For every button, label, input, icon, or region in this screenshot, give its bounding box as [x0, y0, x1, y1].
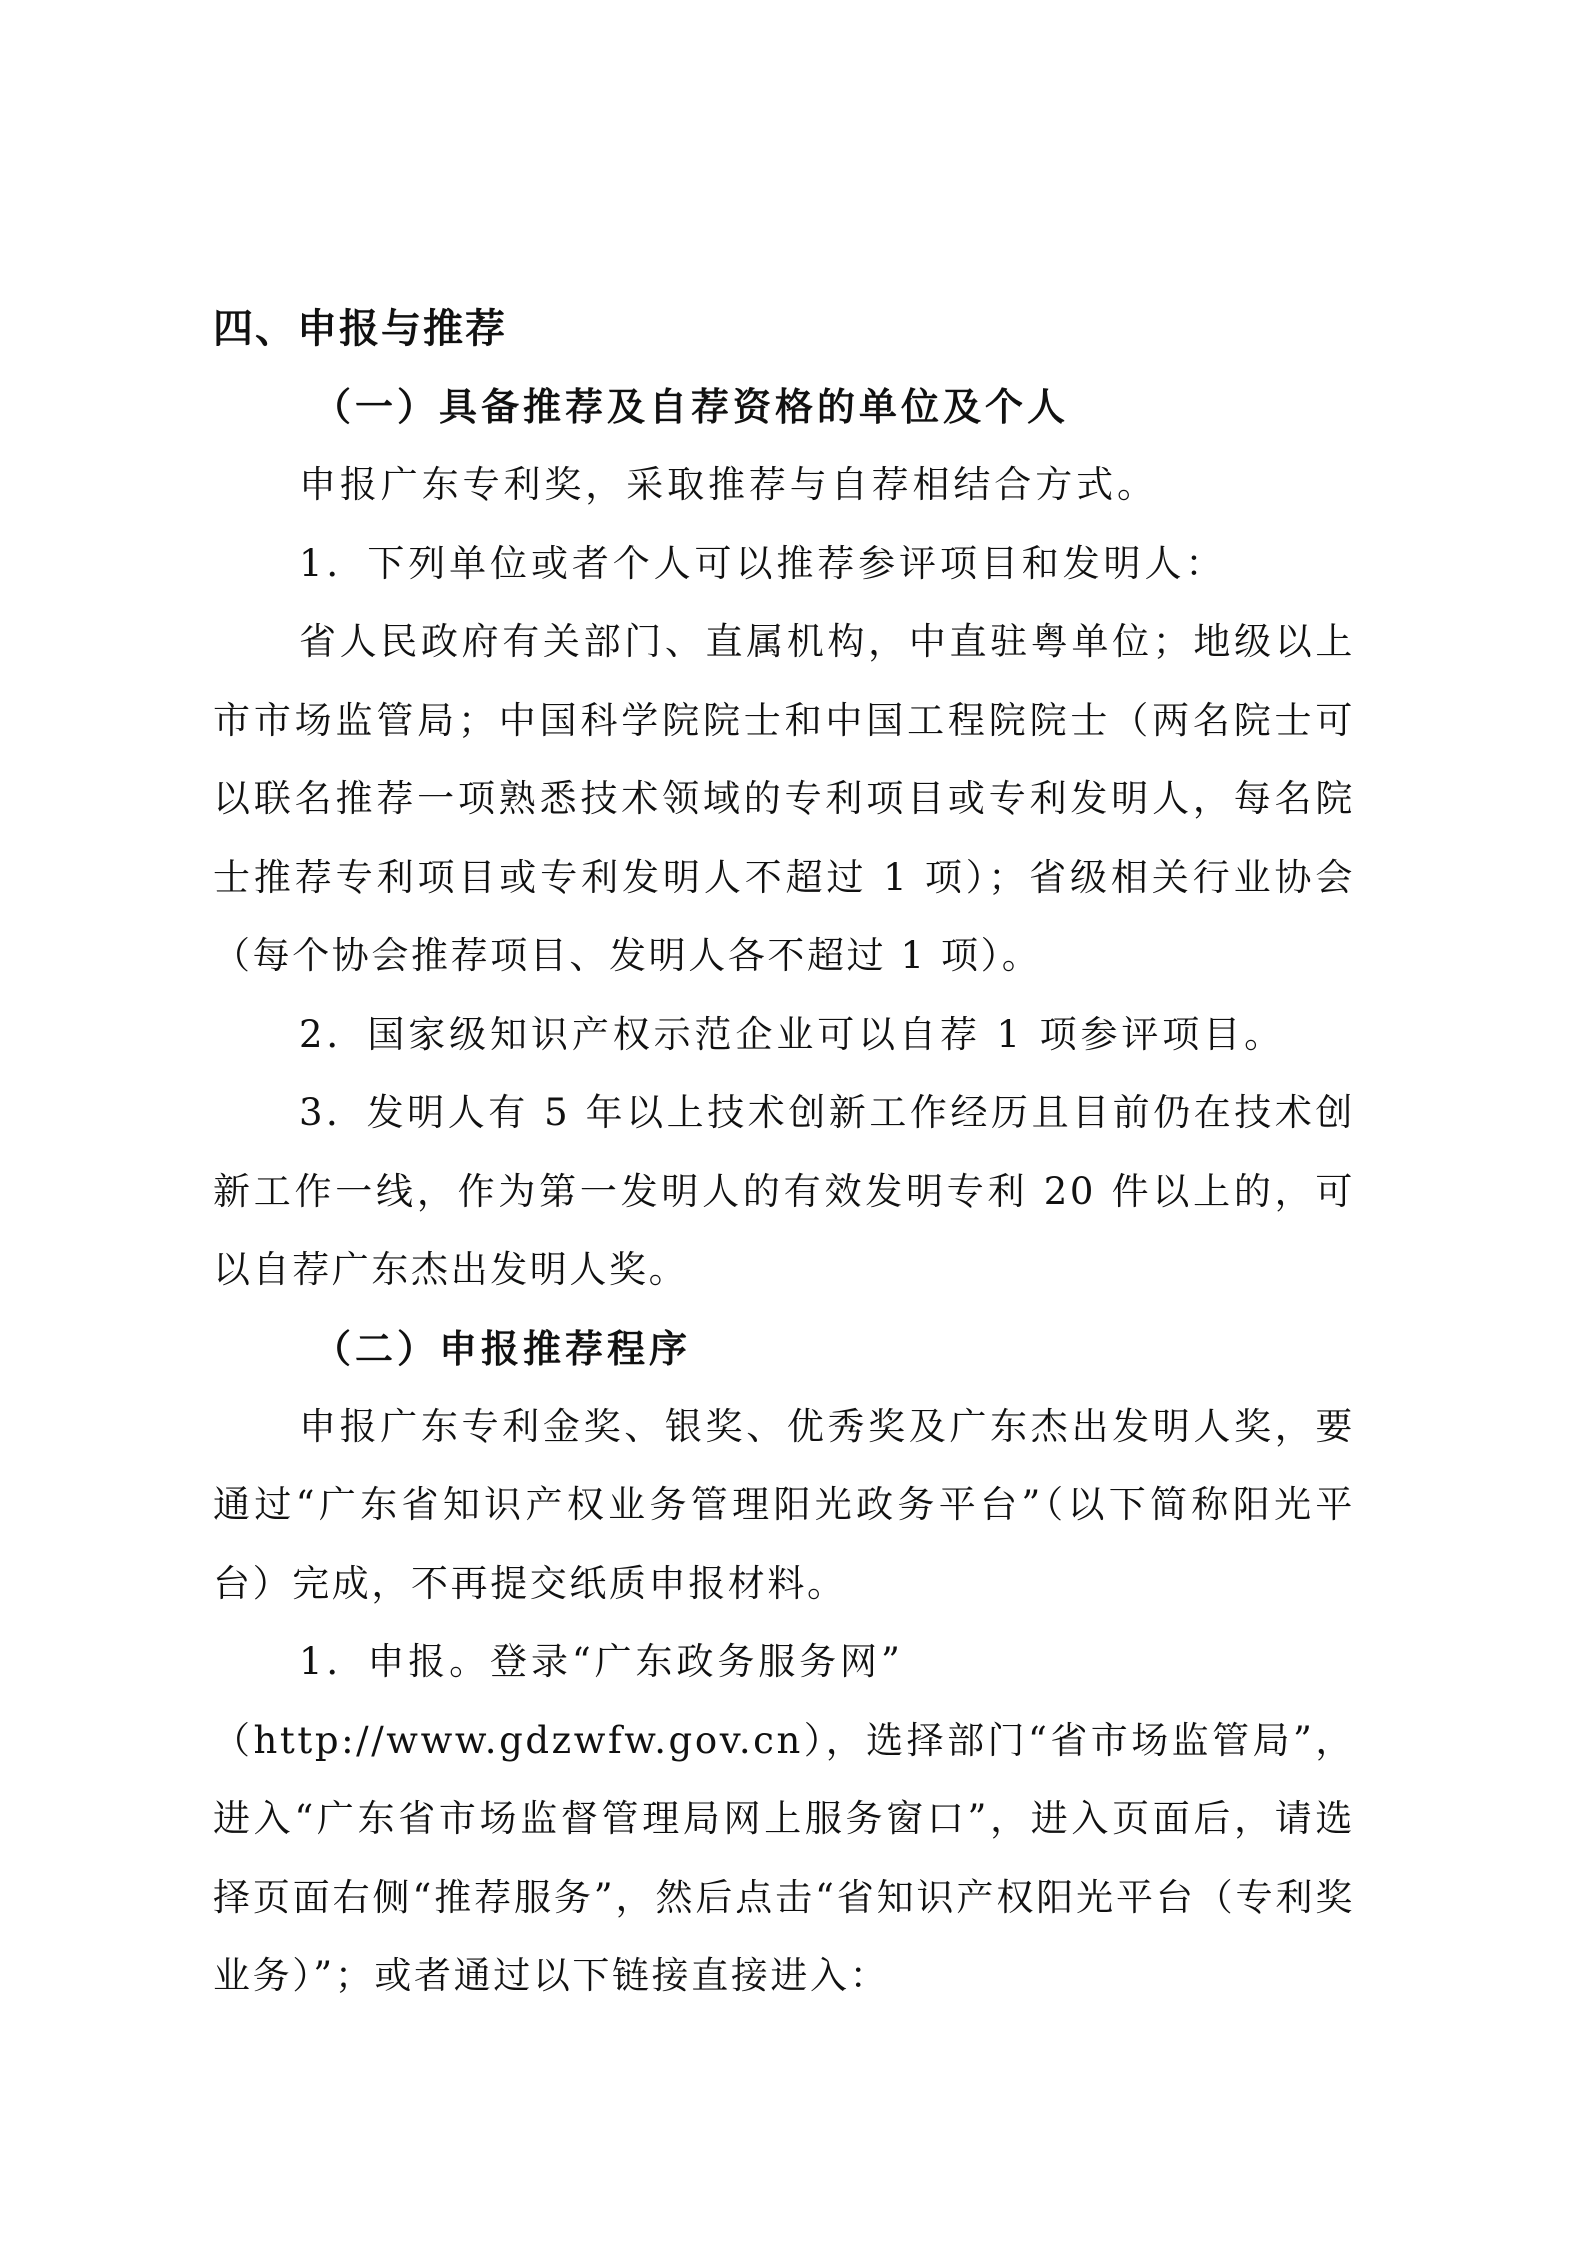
paragraph-step-1: 1．申报。登录“广东政务服务网”	[299, 1640, 904, 1683]
paragraph-step-1-continued: （http://www.gdzwfw.gov.cn），选择部门“省市场监管局”，进入“广东省市场监督管理局网上服务窗口”，进入页面后，请选择页面右侧“推荐服务”，然后点击“省知识产权阳光平台（专利奖业务）”；或者通过以下链接直接进入：	[213, 1718, 1355, 1997]
subsection-heading-eligibility: （一）具备推荐及自荐资格的单位及个人	[313, 385, 1070, 429]
paragraph-item-1-detail: 省人民政府有关部门、直属机构，中直驻粤单位；地级以上市市场监管局；中国科学院院士和中国工程院院士（两名院士可以联名推荐一项熟悉技术领域的专利项目或专利发明人，每名院士推荐专利项目或专利发明人不超过 1 项）；省级相关行业协会（每个协会推荐项目、发明人各不超过 1 项）。	[213, 620, 1355, 977]
paragraph-intro: 申报广东专利奖，采取推荐与自荐相结合方式。	[299, 463, 1158, 506]
subsection-heading-procedure: （二）申报推荐程序	[313, 1326, 692, 1371]
paragraph-item-1: 1．下列单位或者个人可以推荐参评项目和发明人：	[299, 541, 1227, 585]
paragraph-item-2: 2．国家级知识产权示范企业可以自荐 1 项参评项目。	[299, 1012, 1286, 1056]
paragraph-procedure-intro: 申报广东专利金奖、银奖、优秀奖及广东杰出发明人奖，要通过“广东省知识产权业务管理阳光政务平台”（以下简称阳光平台）完成，不再提交纸质申报材料。	[213, 1404, 1355, 1605]
document-body	[213, 290, 1355, 2016]
paragraph-item-3: 3．发明人有 5 年以上技术创新工作经历且目前仍在技术创新工作一线，作为第一发明人的有效发明专利 20 件以上的，可以自荐广东杰出发明人奖。	[213, 1091, 1355, 1291]
section-heading: 四、申报与推荐	[213, 306, 507, 352]
